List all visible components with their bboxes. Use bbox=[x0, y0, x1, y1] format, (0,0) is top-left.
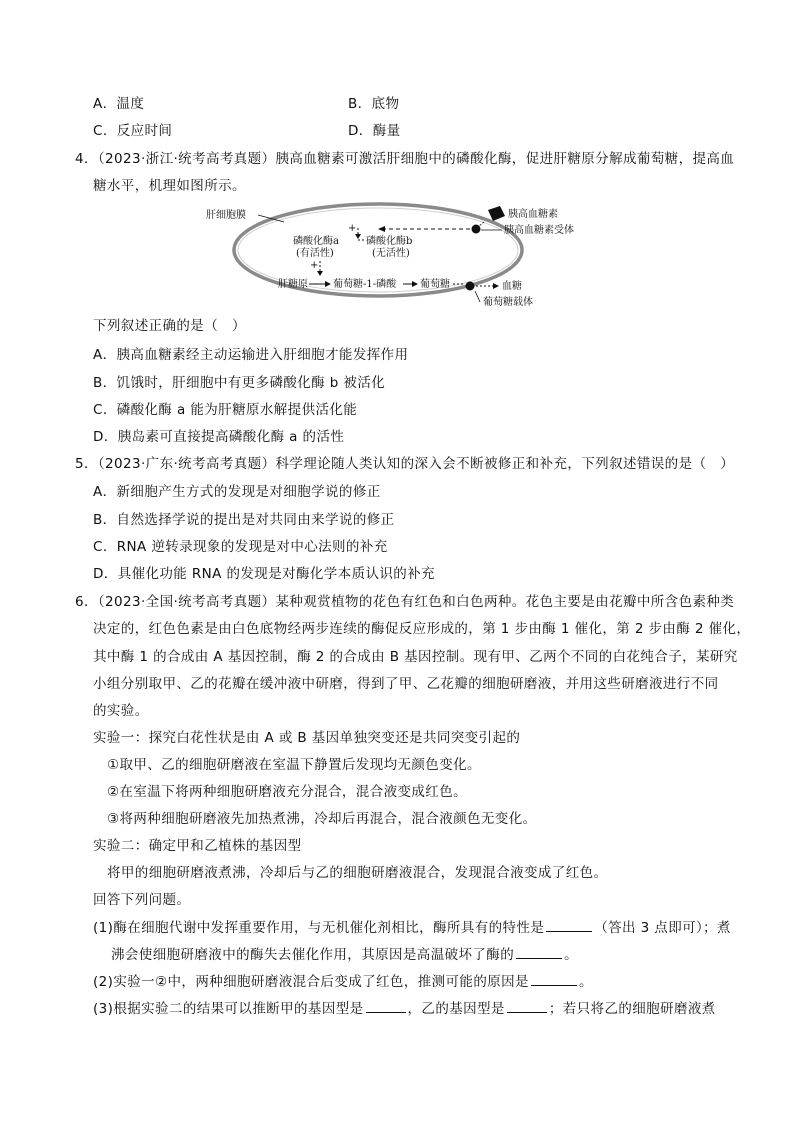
q6-exp1-step3: ③将两种细胞研磨液先加热煮沸，冷却后再混合，混合液颜色无变化。 bbox=[107, 811, 537, 827]
q6-part3-text-b: ，乙的基因型是 bbox=[407, 1001, 505, 1017]
glucagon-label: 胰高血糖素 bbox=[508, 209, 558, 220]
glucose-label: 葡萄糖 bbox=[420, 279, 450, 290]
q6-stem-line5: 的实验。 bbox=[93, 703, 149, 719]
q6-part3 bbox=[93, 999, 716, 1018]
q3-option-b: B．底物 bbox=[348, 96, 400, 112]
membrane-label: 肝细胞膜 bbox=[206, 210, 246, 221]
enzyme-b-label: 磷酸化酶b bbox=[366, 236, 413, 247]
q6-part2-text-b: 。 bbox=[578, 974, 593, 990]
receptor-icon bbox=[472, 225, 481, 234]
answer-blank-4[interactable] bbox=[366, 999, 406, 1013]
q6-part1-text-d: 。 bbox=[564, 947, 579, 963]
glucagon-molecule-icon bbox=[488, 206, 505, 221]
q3-option-a: A．温度 bbox=[93, 96, 145, 112]
q6-exp1-title: 实验一：探究白花性状是由 A 或 B 基因单独突变还是共同突变引起的 bbox=[93, 730, 521, 746]
q6-part2 bbox=[93, 972, 593, 991]
glycogen-label: 肝糖原 bbox=[278, 279, 308, 290]
q4-stem-line2: 糖水平，机理如图所示。 bbox=[93, 178, 246, 194]
q6-stem-line1: 6．（2023·全国·统考高考真题）某种观赏植物的花色有红色和白色两种。花色主要是由花瓣中所含色素种类 bbox=[75, 594, 735, 610]
q4-option-a: A．胰高血糖素经主动运输进入肝细胞才能发挥作用 bbox=[93, 347, 409, 363]
q6-part1-text-b: （答出 3 点即可）；煮 bbox=[594, 920, 731, 936]
q6-exp1-step1: ①取甲、乙的细胞研磨液在室温下静置后发现均无颜色变化。 bbox=[107, 757, 481, 773]
q6-part1-text-a: (1)酶在细胞代谢中发挥重要作用，与无机催化剂相比，酶所具有的特性是 bbox=[93, 920, 545, 936]
answer-blank-2[interactable] bbox=[516, 945, 562, 959]
q6-stem-line2: 决定的，红色色素是由白色底物经两步连续的酶促反应形成的，第 1 步由酶 1 催化，第 2 步由酶 2 催化， bbox=[93, 621, 751, 637]
q4-option-d: D．胰岛素可直接提高磷酸化酶 a 的活性 bbox=[93, 429, 345, 445]
enzyme-b-state: (无活性) bbox=[372, 248, 410, 259]
blood-sugar-label: 血糖 bbox=[502, 281, 522, 292]
glucose-carrier-icon bbox=[466, 282, 475, 291]
q6-exp2-body: 将甲的细胞研磨液煮沸，冷却后与乙的细胞研磨液混合，发现混合液变成了红色。 bbox=[107, 865, 608, 881]
carrier-label: 葡萄糖载体 bbox=[483, 297, 533, 308]
receptor-label: 胰高血糖素受体 bbox=[504, 225, 574, 236]
answer-blank-5[interactable] bbox=[507, 999, 547, 1013]
q6-stem-line3: 其中酶 1 的合成由 A 基因控制，酶 2 的合成由 B 基因控制。现有甲、乙两个不同的白花纯合子，某研究 bbox=[93, 649, 738, 665]
q6-exp1-step2: ②在室温下将两种细胞研磨液充分混合，混合液变成红色。 bbox=[107, 784, 468, 800]
q3-option-d: D．酶量 bbox=[348, 123, 401, 139]
plus-sign-1: + bbox=[348, 223, 357, 234]
q5-option-b: B．自然选择学说的提出是对共同由来学说的修正 bbox=[93, 512, 395, 528]
enzyme-a-state: (有活性) bbox=[296, 248, 334, 259]
q5-option-d: D．具催化功能 RNA 的发现是对酶化学本质认识的补充 bbox=[93, 566, 435, 582]
plus-sign-2: + bbox=[310, 260, 319, 271]
q4-option-b: B．饥饿时，肝细胞中有更多磷酸化酶 b 被活化 bbox=[93, 375, 386, 391]
answer-blank-3[interactable] bbox=[531, 972, 577, 986]
q6-part1-line1 bbox=[93, 918, 731, 937]
q6-exp2-title: 实验二：确定甲和乙植株的基因型 bbox=[93, 838, 302, 854]
q6-part1-line2 bbox=[111, 945, 578, 964]
q3-option-c: C．反应时间 bbox=[93, 123, 173, 139]
q5-option-a: A．新细胞产生方式的发现是对细胞学说的修正 bbox=[93, 484, 381, 500]
q6-part1-text-c: 沸会使细胞研磨液中的酶失去催化作用，其原因是高温破坏了酶的 bbox=[111, 947, 515, 963]
q6-part3-text-a: (3)根据实验二的结果可以推断甲的基因型是 bbox=[93, 1001, 364, 1017]
q5-option-c: C．RNA 逆转录现象的发现是对中心法则的补充 bbox=[93, 539, 388, 555]
answer-blank-1[interactable] bbox=[546, 918, 592, 932]
q6-part2-text-a: (2)实验一②中，两种细胞研磨液混合后变成了红色，推测可能的原因是 bbox=[93, 974, 529, 990]
q4-stem-line1: 4．（2023·浙江·统考高考真题）胰高血糖素可激活肝细胞中的磷酸化酶，促进肝糖原分解成葡萄糖，提高血 bbox=[75, 151, 735, 167]
q6-stem-line4: 小组分别取甲、乙的花瓣在缓冲液中研磨，得到了甲、乙花瓣的细胞研磨液，并用这些研磨液进行不同 bbox=[93, 676, 719, 692]
glucagon-mechanism-figure bbox=[196, 198, 596, 310]
enzyme-a-label: 磷酸化酶a bbox=[293, 236, 339, 247]
q6-answer-prompt: 回答下列问题。 bbox=[93, 892, 191, 908]
g1p-label: 葡萄糖-1-磷酸 bbox=[333, 279, 397, 290]
q6-part3-text-c: ；若只将乙的细胞研磨液煮 bbox=[548, 1001, 716, 1017]
q4-option-c: C．磷酸化酶 a 能为肝糖原水解提供活化能 bbox=[93, 402, 358, 418]
q5-stem: 5．（2023·广东·统考高考真题）科学理论随人类认知的深入会不断被修正和补充，下列叙述错误的是（ ） bbox=[75, 456, 735, 472]
q4-question: 下列叙述正确的是（ ） bbox=[93, 318, 246, 334]
